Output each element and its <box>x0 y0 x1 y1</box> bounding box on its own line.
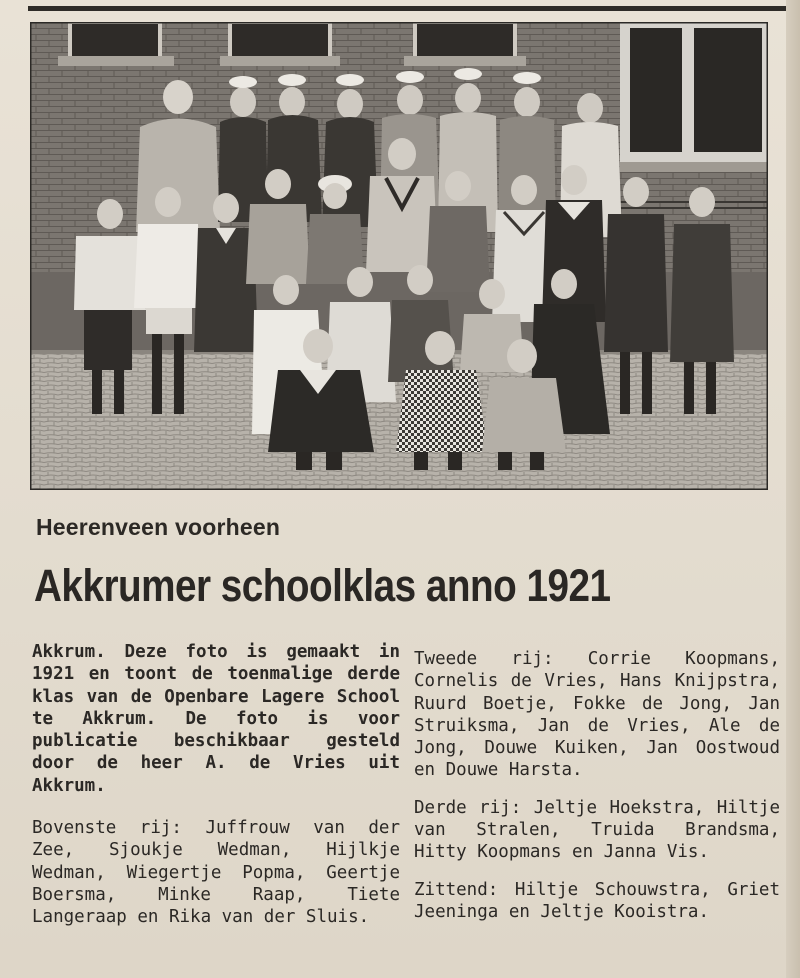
top-row-caption: Bovenste rij: Juffrouw van der Zee, Sjoukje Wedman, Hijlkje Wedman, Wiegertje Popma, Geertje Boersma, Minke Raap, Tiete Langeraap en Rika van der Sluis. <box>32 818 400 928</box>
seated-caption: Zittend: Hiltje Schouwstra, Griet Jeeninga en Jeltje Kooistra. <box>414 879 780 922</box>
column-right <box>414 648 780 938</box>
second-row-caption: Tweede rij: Corrie Koopmans, Cornelis de Vries, Hans Knijpstra, Ruurd Boetje, Fokke de Jong, Jan Struiksma, Jan de Vries, Ale de Jong, Douwe Kuiken, Jan Oostwoud en Douwe Harsta. <box>414 649 780 781</box>
headline: Akkrumer schoolklas anno 1921 <box>34 560 611 611</box>
class-photo <box>30 22 768 490</box>
column-left <box>32 641 400 944</box>
intro-paragraph: Akkrum. Deze foto is gemaakt in 1921 en toont de toenmalige derde klas van de Openbare Lagere School te Akkrum. De foto is voor publicatie beschikbaar gesteld door de heer A. de Vries uit Akkrum. <box>32 642 400 796</box>
top-rule <box>28 6 800 11</box>
page-edge <box>786 0 800 978</box>
section-kicker: Heerenveen voorheen <box>36 514 281 540</box>
third-row-caption: Derde rij: Jeltje Hoekstra, Hiltje van Stralen, Truida Brandsma, Hitty Koopmans en Janna Vis. <box>414 797 780 863</box>
